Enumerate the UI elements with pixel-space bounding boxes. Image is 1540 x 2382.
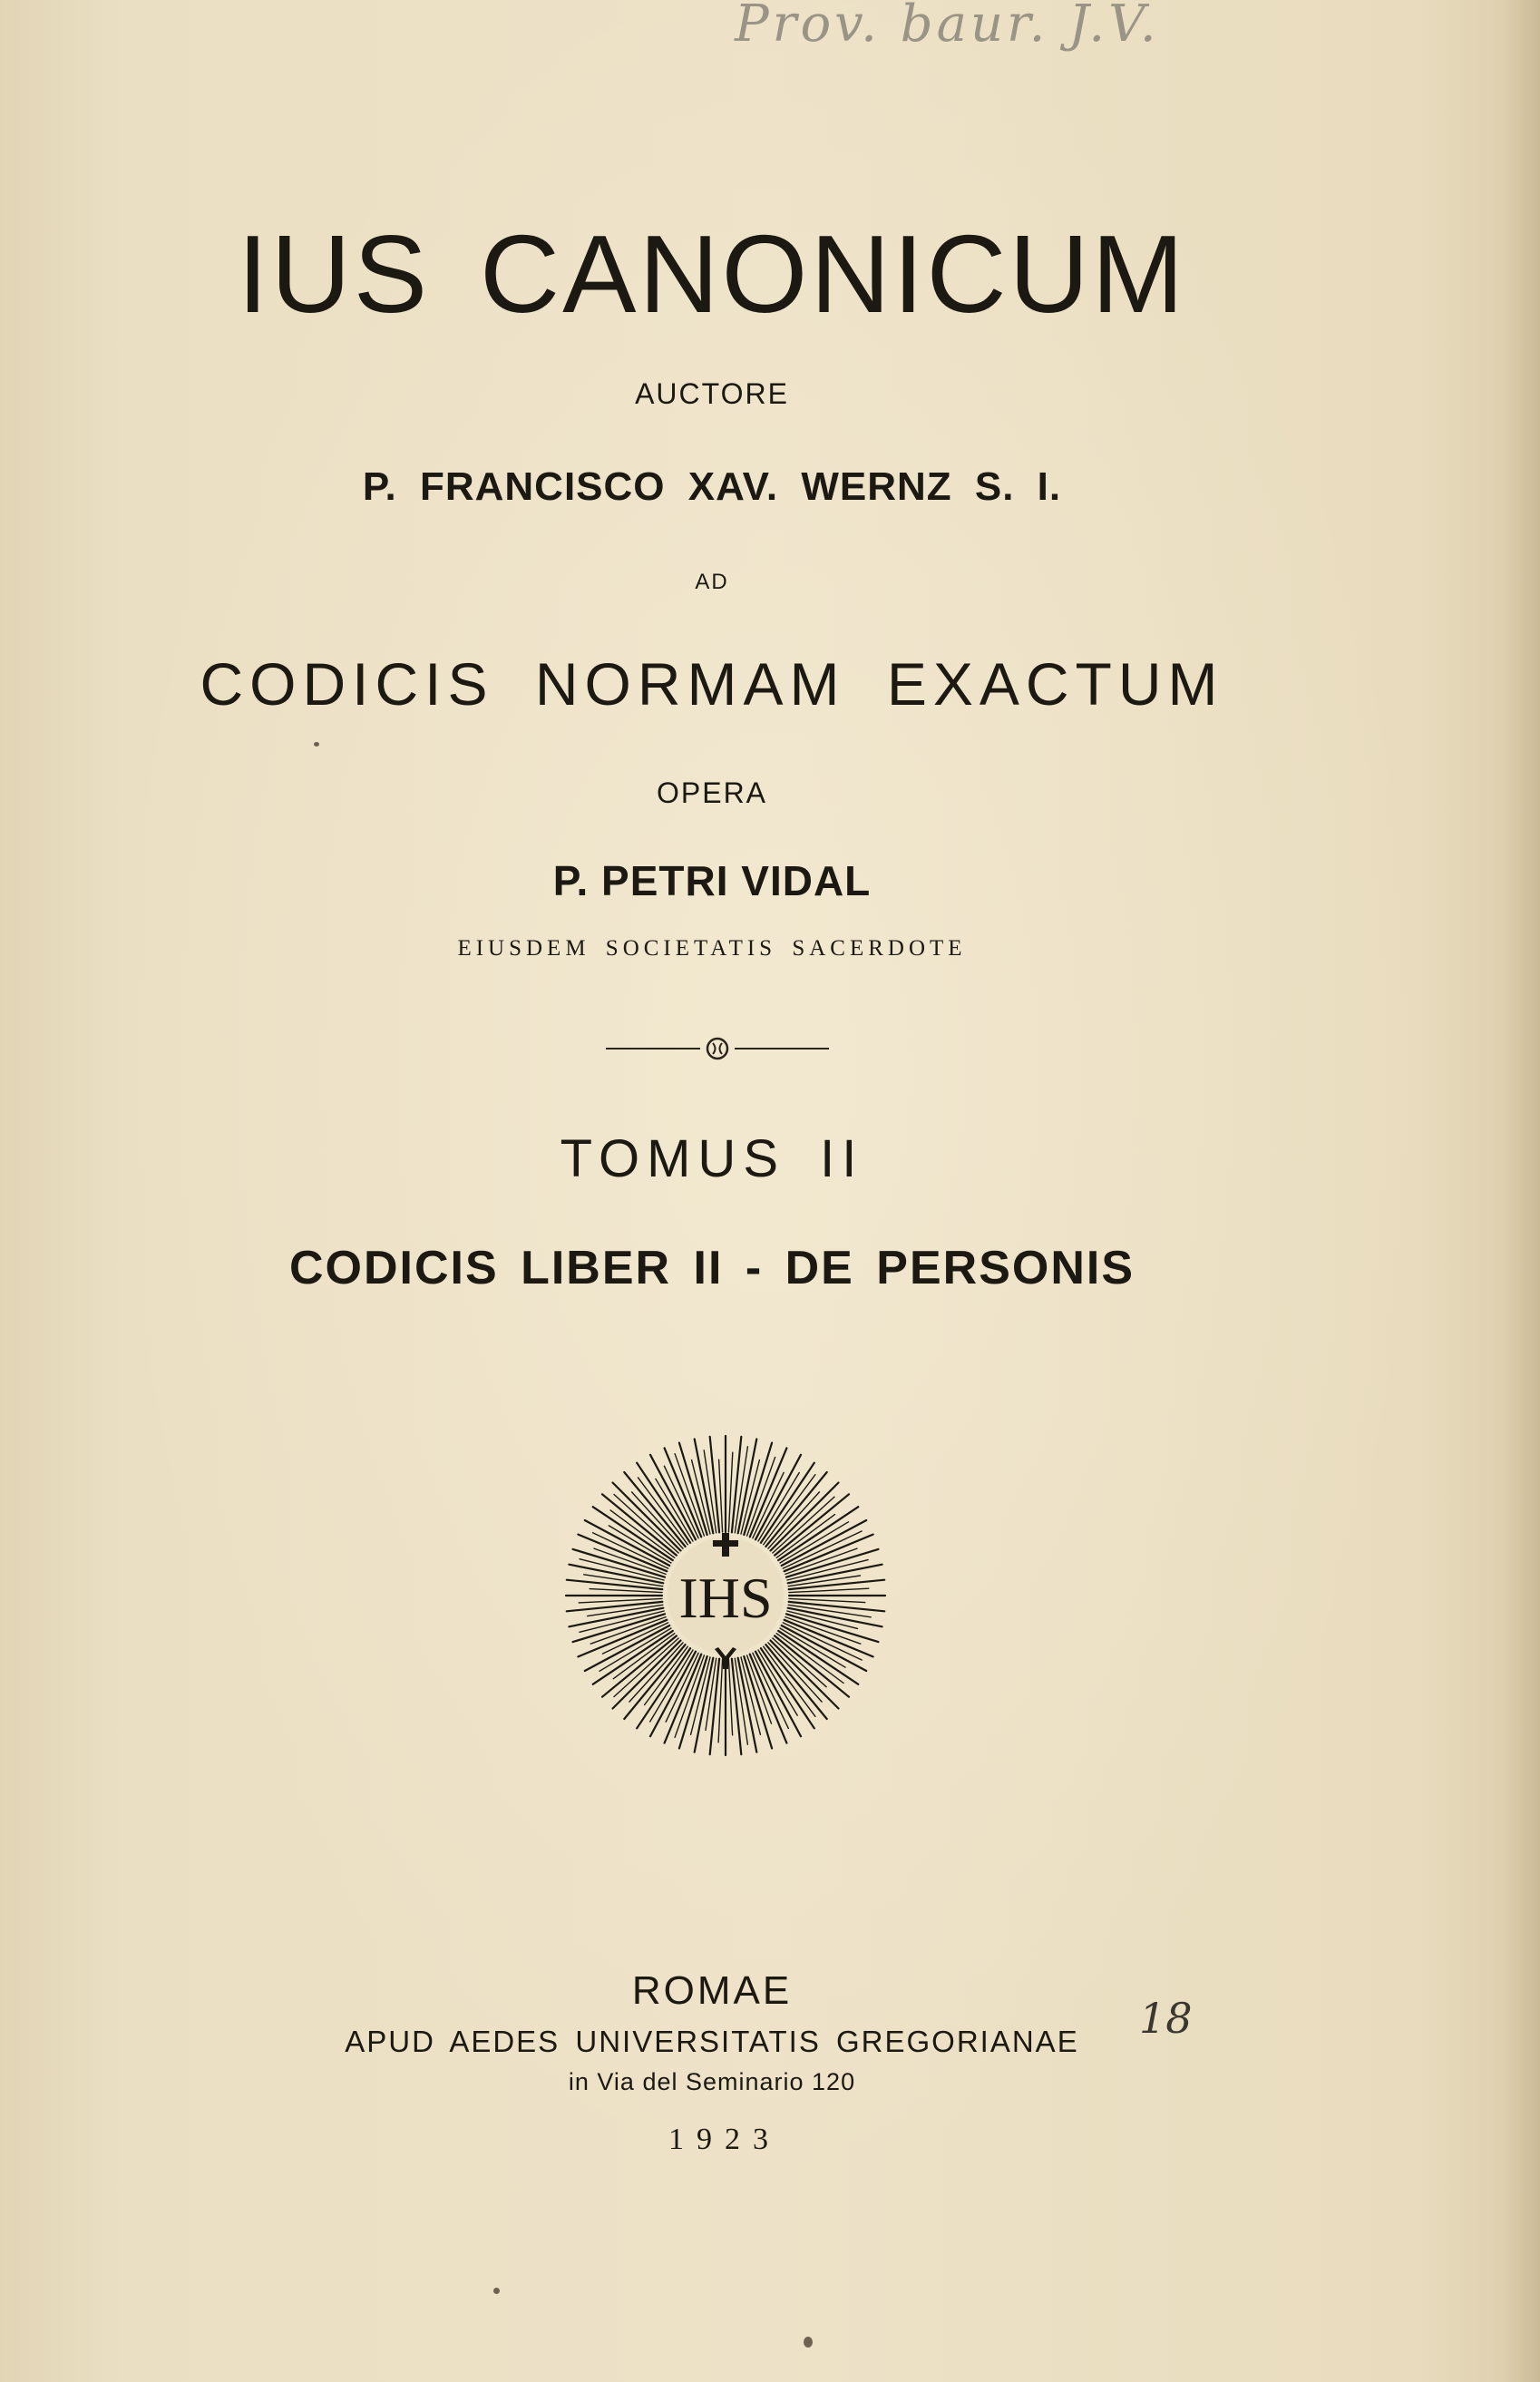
sunburst-ray — [573, 1614, 665, 1642]
sunburst-ray — [775, 1494, 849, 1555]
auctore-label: AUCTORE — [635, 377, 789, 410]
sunburst-ray — [602, 1635, 677, 1696]
sunburst-ray — [695, 1658, 714, 1752]
sunburst-ray — [679, 1443, 707, 1535]
book-part-label: CODICIS LIBER II - DE PERSONIS — [288, 1242, 1136, 1294]
opera-label: OPERA — [656, 776, 768, 809]
book-title: IUS CANONICUM — [237, 212, 1187, 336]
ihs-monogram: IHS — [678, 1566, 773, 1630]
sunburst-ray — [594, 1548, 666, 1574]
paper-speck — [493, 2288, 500, 2294]
divider-ornament-icon — [606, 1032, 829, 1065]
volume-label: TOMUS II — [560, 1129, 864, 1188]
sunburst-ray — [789, 1598, 865, 1602]
sunburst-ray — [590, 1589, 662, 1593]
sunburst-ray — [614, 1495, 678, 1554]
sunburst-ray — [788, 1565, 882, 1584]
sunburst-ray — [786, 1614, 878, 1642]
sunburst-ray — [569, 1565, 663, 1584]
book-subtitle: CODICIS NORMAM EXACTUM — [200, 650, 1224, 718]
editor-role: EIUSDEM SOCIETATIS SACERDOTE — [457, 936, 967, 961]
paper-speck — [314, 742, 319, 747]
handwritten-note: Prov. baur. J.V. — [735, 0, 1160, 54]
sunburst-ray — [602, 1494, 677, 1555]
imprint-place: ROMAE — [631, 1968, 793, 2013]
sunburst-ray — [573, 1549, 665, 1577]
sunburst-ray — [719, 1459, 723, 1532]
sunburst-ray — [728, 1659, 732, 1735]
imprint-address: in Via del Seminario 120 — [568, 2068, 856, 2095]
author-name: P. FRANCISCO XAV. WERNZ S. I. — [362, 464, 1062, 509]
sunburst-ray — [785, 1548, 857, 1574]
sunburst-ray — [786, 1549, 878, 1577]
ad-label: AD — [695, 570, 729, 594]
sunburst-ray — [624, 1472, 685, 1547]
sunburst-ray — [765, 1472, 826, 1547]
sunburst-ray — [624, 1645, 685, 1719]
sunburst-ray — [744, 1656, 772, 1748]
sunburst-ray — [744, 1443, 772, 1535]
imprint-publisher: APUD AEDES UNIVERSITATIS GREGORIANAE — [345, 2025, 1079, 2058]
ihs-sunburst-icon — [560, 1431, 891, 1760]
sunburst-ray — [569, 1608, 663, 1627]
sunburst-ray — [765, 1645, 826, 1719]
page-edge-shadow — [1504, 0, 1540, 2382]
sunburst-ray — [775, 1635, 849, 1696]
sunburst-ray — [679, 1656, 707, 1748]
paper-speck — [804, 2337, 813, 2348]
margin-note: 18 — [1139, 1994, 1193, 2043]
editor-name: P. PETRI VIDAL — [552, 857, 872, 904]
imprint-year: 1923 — [668, 2123, 781, 2156]
sunburst-ray — [614, 1638, 678, 1697]
